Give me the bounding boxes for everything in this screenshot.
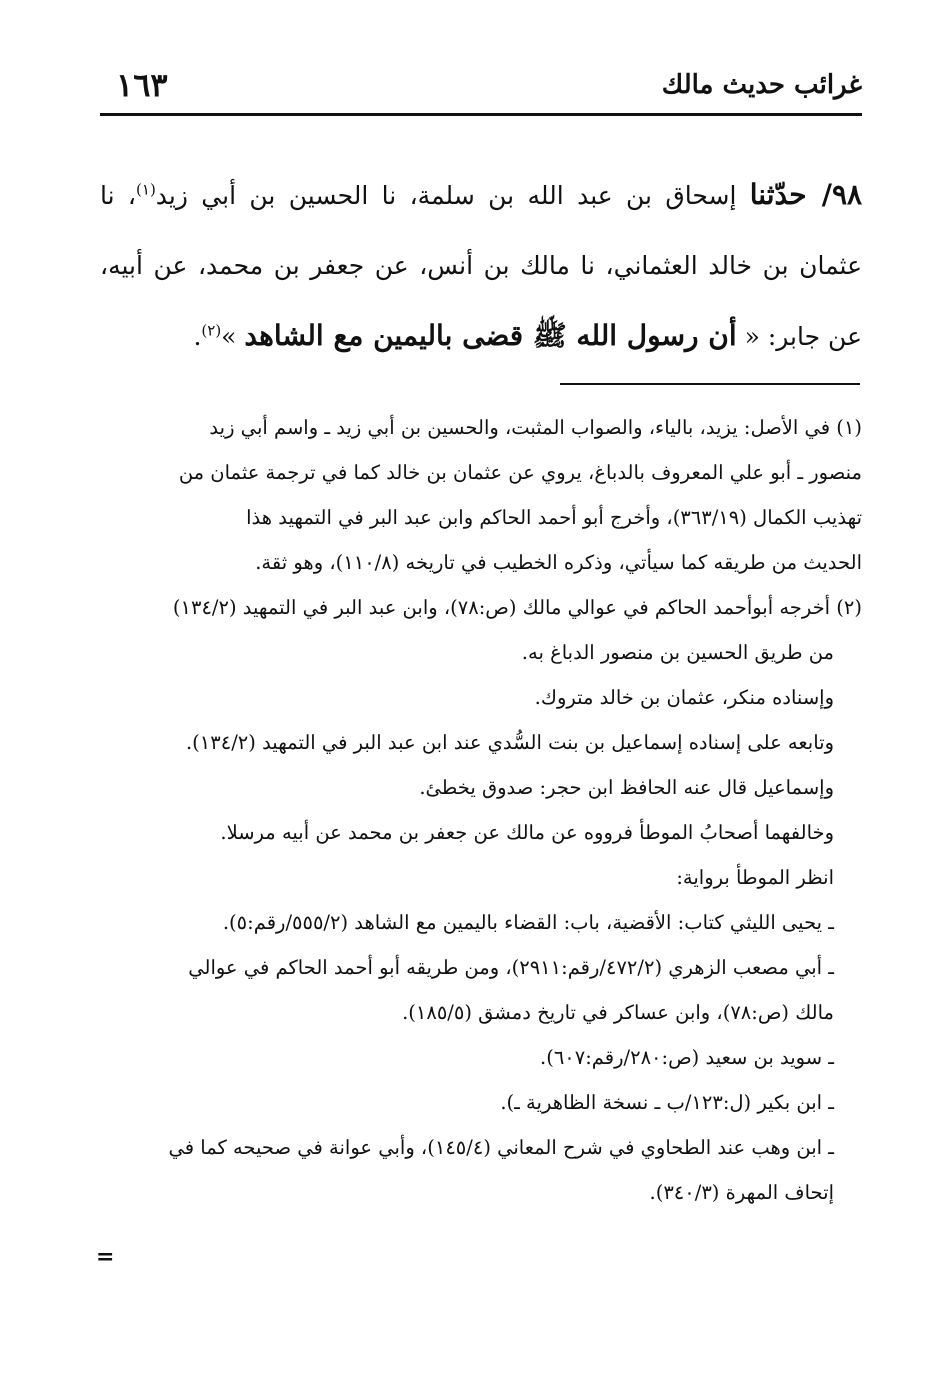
footnote-line: منصور ـ أبو علي المعروف بالدباغ، يروي عن عثمان بن خالد كما في ترجمة عثمان من [178, 461, 862, 484]
footnote-line: (١) في الأصل: يزيد، بالياء، والصواب المثبت، والحسين بن أبي زيد ـ واسم أبي زيد [209, 416, 862, 439]
footnote-ref-2[interactable]: (٢) [201, 321, 222, 340]
footnote-line: وإسناده منكر، عثمان بن خالد متروك. [534, 686, 834, 709]
isnad-text-1: إسحاق بن عبد الله بن سلمة، نا الحسين بن أبي زيد [155, 181, 750, 210]
footnote-line: وإسماعيل قال عنه الحافظ ابن حجر: صدوق يخطئ. [419, 776, 834, 799]
running-header-title: غرائب حديث مالك [661, 70, 862, 100]
isnad-text-2: ، نا عثمان بن خالد العثماني، نا مالك بن أنس، عن جعفر بن محمد، عن أبيه، عن جابر: « [100, 181, 862, 351]
footnote-line: ـ ابن وهب عند الطحاوي في شرح المعاني (١٤٥/٤)، وأبي عوانة في صحيحه كما في [168, 1136, 834, 1159]
footnotes [100, 405, 862, 1215]
footnote-line: انظر الموطأ برواية: [676, 866, 834, 889]
header-rule [100, 113, 862, 116]
footnote-ref-1[interactable]: (١) [136, 180, 156, 199]
footnote-line: ـ ابن بكير (ل:١٢٣/ب ـ نسخة الظاهرية ـ). [500, 1091, 834, 1114]
hadith-matn: أن رسول الله ﷺ قضى باليمين مع الشاهد [244, 319, 737, 352]
footnote-line: وخالفهما أصحابُ الموطأ فرووه عن مالك عن جعفر بن محمد عن أبيه مرسلا. [220, 821, 834, 844]
footnote-line: مالك (ص:٧٨)، وابن عساكر في تاريخ دمشق (١٨٥/٥). [402, 1001, 834, 1024]
page-number: ١٦٣ [116, 66, 168, 104]
footnote-line: إتحاف المهرة (٣٤٠/٣). [649, 1181, 834, 1204]
footnote-line: تهذيب الكمال (٣٦٣/١٩)، وأخرج أبو أحمد الحاكم وابن عبد البر في التمهيد هذا [246, 506, 862, 529]
footnote-line: ـ يحيى الليثي كتاب: الأقضية، باب: القضاء باليمين مع الشاهد (٥٥٥/٢/رقم:٥). [222, 911, 834, 934]
hadith-number-lead: ٩٨/ حدّثنا [749, 178, 863, 211]
footnote-line: من طريق الحسين بن منصور الدباغ به. [521, 641, 834, 664]
footnote-separator [560, 383, 860, 385]
footnote-line: الحديث من طريقه كما سيأتي، وذكره الخطيب في تاريخه (١١٠/٨)، وهو ثقة. [255, 551, 862, 574]
footnote-line: وتابعه على إسناده إسماعيل بن بنت السُّدي عند ابن عبد البر في التمهيد (١٣٤/٢). [185, 731, 834, 754]
footnote-line: ـ أبي مصعب الزهري (٤٧٢/٢/رقم:٢٩١١)، ومن طريقه أبو أحمد الحاكم في عوالي [188, 956, 834, 979]
footnote-line: ـ سويد بن سعيد (ص:٢٨٠/رقم:٦٠٧). [540, 1046, 834, 1069]
paragraph-end: . [193, 322, 202, 351]
hadith-paragraph [100, 160, 862, 372]
closing-quote: » [221, 322, 245, 351]
footnote-line: (٢) أخرجه أبوأحمد الحاكم في عوالي مالك (ص:٧٨)، وابن عبد البر في التمهيد (١٣٤/٢) [172, 596, 862, 619]
continuation-mark: = [96, 1244, 115, 1270]
